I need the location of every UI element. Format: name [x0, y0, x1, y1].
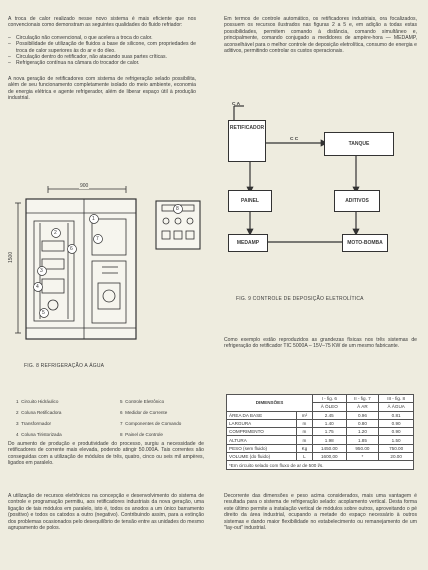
- legend-item: 2 Coluna Retificadora: [16, 410, 62, 415]
- intro-paragraph: A troca de calor realizado nesse novo sistema é mais eficiente que nos convencionais como demonstram as seguintes qualidades do fluido refriador:: [8, 16, 196, 29]
- legend-item: 8 Painel de Controle: [120, 432, 163, 437]
- legend-item: 6 Medidor de Corrente: [120, 410, 168, 415]
- table-row: LARGURA m 1.40 0.80 0.90: [227, 419, 414, 427]
- callout-4: 1: [92, 216, 95, 222]
- callout-5: 2: [54, 230, 57, 236]
- examples-block: [224, 337, 417, 350]
- aditivos-box: ADITIVOS: [334, 190, 380, 212]
- legend-item: 5 Controle Eletrônico: [120, 399, 165, 404]
- dimensions-block: [224, 493, 417, 531]
- intro-block: [8, 16, 196, 101]
- legend-right: [120, 396, 216, 440]
- dimensions-paragraph: Decorrente das dimensões e peso acima considerados, mais uma vantagem é resultada para o sistema de refrigeração selado: acoplamento vertical. Desta forma este último permite a instalação vertical de módulos sobre outros, aproveitando o pé direito da área industrial, ocupando a metade do espaço necessário à outros sistemas e dando maior flexibilidade no estabelecimento ou remanejamento de um "lay-out" industrial.: [224, 493, 417, 532]
- table-row: COMPRIMENTO m 1.75 1.20 0.90: [227, 428, 414, 436]
- retificador-box: RETIFICADOR: [228, 120, 266, 162]
- callout-3: 6: [70, 246, 73, 252]
- figure-8: [6, 183, 206, 363]
- figure-9: [224, 98, 420, 268]
- list-item: – Possibilidade de utilização de fluidos a base de silicone, com propriedades de troca de calor superiores às do ar e do óleo.: [8, 41, 196, 54]
- new-generation-paragraph: A nova geração de retificadores com sistema de refrigeração selado possibilita, além de seu funcionamento completamente isolado do meio ambiente, economia de energia elétrica e agente refrigerador, além de liberar espaço útil à produção industrial.: [8, 75, 196, 102]
- list-item: – Circulação dentro do retificador, não atacando suas partes críticas.: [8, 54, 196, 60]
- dimensions-table: [226, 394, 414, 470]
- ca-label: C A: [232, 102, 241, 107]
- callout-2: 7: [96, 236, 99, 242]
- painel-box: PAINEL: [228, 190, 272, 212]
- examples-paragraph: Como exemplo estão reproduzidos as grandezas físicas nos três sistemas de refrigeração do retificador TIC 5000A – 15V–75 KW de um mesmo fabricante.: [224, 337, 417, 350]
- control-paragraph-block: [224, 16, 417, 54]
- medamp-box: MEDAMP: [228, 234, 268, 252]
- callout-1: 8: [176, 206, 179, 212]
- callout-7: 4: [36, 284, 39, 290]
- table-note: *Em circuito selado com fluxo de ar de 500 l/s.: [227, 461, 414, 469]
- table-row: VOLUME (do fluido) L 1600,00 * 20.00: [227, 453, 414, 461]
- legend-item: 4 Coluna Tiristorizada: [16, 432, 62, 437]
- legend-item: 3 Transformador: [16, 421, 52, 426]
- legend-left: [16, 396, 106, 440]
- callout-8: 5: [42, 310, 45, 316]
- legend-item: 7 Componentes de Comando: [120, 421, 182, 426]
- table-col-header: III - fig. 8: [379, 395, 414, 403]
- figure-9-caption: FIG. 9 CONTROLE DE DEPOSIÇÃO ELETROLÍTICA: [236, 296, 364, 302]
- height-dimension-label: 1500: [8, 251, 14, 263]
- production-paragraph: Do aumento de produção e produtividade do processo, surgiu a necessidade de retificadores de corrente mais elevada, podendo atingir 50.000A. Tais correntes são conseguidas com a utilização de módulos de três, quatro, cinco ou seis mil ampères, ligados em paralelo.: [8, 441, 204, 467]
- table-subcol: À AR: [346, 403, 379, 411]
- callout-6: 3: [40, 268, 43, 274]
- table-row: ÁREA DA BASE m² 2.45 0.96 0.81: [227, 411, 414, 419]
- table-col-header: I - fig. 6: [313, 395, 347, 403]
- legend-item: 1 Circuito Hidráulico: [16, 399, 59, 404]
- table-header-row: [227, 395, 414, 403]
- table-note-row: [227, 461, 414, 469]
- table-row: PESO (sem fluido) Kg 1450.00 950.00 750.00: [227, 444, 414, 452]
- table-subcol: À ÁGUA: [379, 403, 414, 411]
- qualities-list: [8, 35, 196, 67]
- list-item: – Circulação não convencional, o que acelera a troca do calor.: [8, 35, 196, 41]
- control-paragraph: Em termos de controle automático, os retificadores industriais, ora focalizados, possuem os recursos ilustrados nas figuras 2 a 5 e, em adição a todas estas possibilidades, permitem comando à distância, comando simultâneo e, principalmente, comando conjugado a medidores de ampère-hora — MEDAMP, aconselhável para o melhor controle de deposição eletrolítica, consumo de energia e aditivos, permitindo controlar os custos operacionais.: [224, 16, 417, 55]
- tanque-box: TANQUE: [324, 132, 394, 156]
- figure-8-caption: FIG. 8 REFRIGERAÇÃO A ÁGUA: [24, 363, 105, 369]
- motobomba-box: MOTO-BOMBA: [342, 234, 388, 252]
- dimensions-table-wrap: [226, 394, 414, 470]
- production-block: [8, 441, 204, 467]
- table-row: ALTURA m 1.98 1.85 1.50: [227, 436, 414, 444]
- table-col-header: II - fig. 7: [346, 395, 379, 403]
- cc-label: C C: [290, 137, 299, 142]
- list-item: – Refrigeração contínua na câmara do trocador de calor.: [8, 60, 196, 66]
- electronic-block: [8, 493, 204, 531]
- width-dimension-label: 900: [80, 183, 89, 189]
- table-subcol: À ÓLEO: [313, 403, 347, 411]
- electronic-paragraph: A utilização de recursos eletrônicos na concepção e desenvolvimento do sistema de controle e programação permitiu, aos retificadores industriais da nova geração, uma ligação de tais módulos em paralelo, isto é, todos os anodos a um único barramento (positivo) e todos os catodos a outro (negativo). Contribuindo assim, para a extinção dos problemas ocasionados pelo desequilíbrio de tensão entre as unidades do mesmo agrupamento de polos.: [8, 493, 204, 532]
- table-header-dim: DIMENSÕES: [227, 395, 313, 412]
